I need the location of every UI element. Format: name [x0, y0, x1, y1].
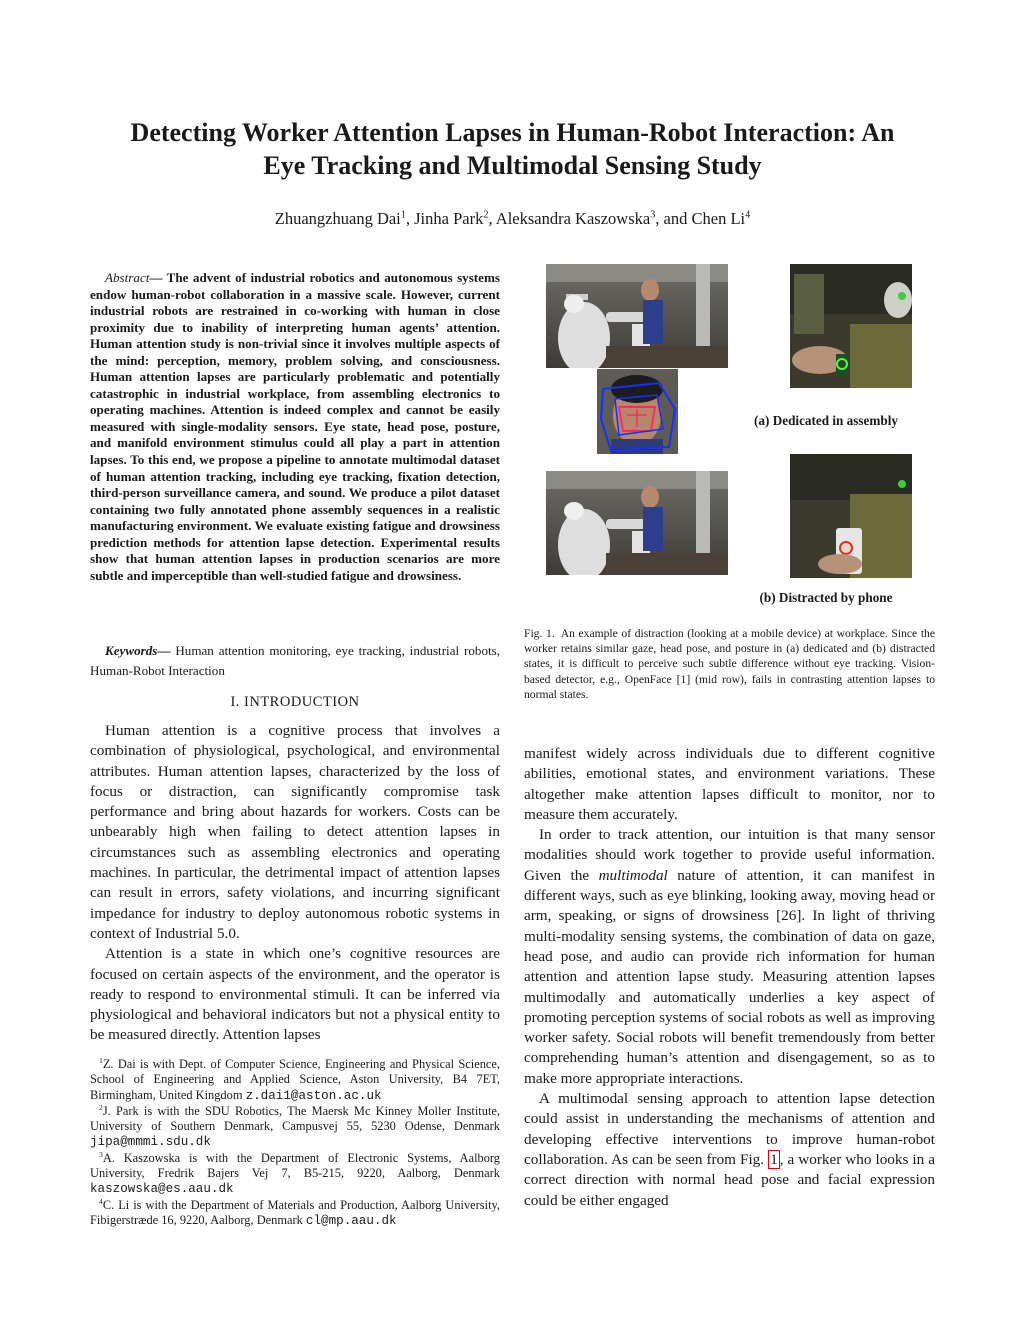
paragraph-text: A multimodal sensing approach to attention lapse detection could assist in understanding the mechanisms of attention and developing effective interventions to improve human-robot collaboration. As can be seen from Fig.: [524, 1090, 935, 1168]
paragraph-text: , a worker who looks in a correct direction with normal head pose and facial expression could be either engaged: [524, 1150, 935, 1209]
figure-photo-b-egocentric: [790, 454, 912, 578]
paragraph: [524, 1089, 935, 1211]
author-mark: 4: [745, 209, 751, 221]
arxiv-identifier: [14, 345, 60, 945]
author-list: [90, 209, 935, 229]
emphasis: multimodal: [598, 866, 668, 884]
author-name: Jinha Park: [414, 209, 484, 228]
paper-title-line1: Detecting Worker Attention Lapses in Human-Robot Interaction: An: [130, 118, 895, 147]
introduction-body: [90, 721, 500, 1046]
section-heading-introduction: I. INTRODUCTION: [230, 694, 360, 710]
author-mark: 2: [483, 209, 489, 221]
keywords: [90, 641, 500, 680]
paragraph: Human attention is a cognitive process that involves a combination of physiological, psychological, and environmental attributes. Human attention lapses, characterized by the loss of focus or distraction, can significantly compromise task performance and bring about hazards for workers. Costs can be unbearably high when failing to detect attention lapses in circumstances such as assembling electronics and operating machines. In particular, the detrimental impact of attention lapses can result in errors, safety violations, and incurring significant impedance for industry to deploy autonomous robotic systems in context of Industrial 5.0.: [90, 722, 500, 942]
subfigure-caption-a: (a) Dedicated in assembly: [754, 413, 898, 428]
figure-photo-a-egocentric: [790, 264, 912, 388]
figure-caption: [524, 626, 935, 702]
author-name: Zhuangzhuang Dai: [274, 209, 401, 228]
paper-title-line2: Eye Tracking and Multimodal Sensing Study: [263, 151, 762, 180]
figure-label: Fig. 1.: [524, 627, 555, 640]
footnote-mark: 2: [99, 1102, 103, 1112]
keywords-label: Keywords: [105, 643, 158, 658]
footnote-email: kaszowska@es.aau.dk: [90, 1182, 234, 1197]
footnote: [90, 1151, 500, 1198]
figure-photo-a-third-person: [546, 264, 728, 368]
footnote-email: jipa@mmmi.sdu.dk: [90, 1135, 211, 1150]
footnote: [90, 1198, 500, 1230]
figure-photo-openface: [597, 369, 678, 454]
paragraph-text: In order to track attention, our intuition is that many sensor modalities should work together to provide useful information. Given the: [524, 826, 935, 884]
footnote-mark: 4: [99, 1196, 103, 1206]
footnote-text: Z. Dai is with Dept. of Computer Science, Engineering and Physical Science, School of Engineering and Applied Science, Aston University, B4 7ET, Birmingham, United Kingdom: [90, 1057, 500, 1102]
paragraph-text: nature of attention, it can manifest in different ways, such as eye blinking, looking away, moving head or arm, speaking, or signs of drowsiness [26]. In light of thriving multi-modality sensing systems, the combination of data on gaze, head pose, and audio can provide rich information for human attention and attention lapse study. Measuring attention lapses multimodally and automatically underlies a key aspect of promoting perception systems of social robots as well as improving worker safety. Social robots will benefit tremendously from better comprehending human’s attention and disengagement, so as to make more appropriate interactions.: [524, 866, 936, 1087]
footnote-text: J. Park is with the SDU Robotics, The Maersk Mc Kinney Moller Institute, University of Southern Denmark, Campusvej 55, 5230 Odense, Denmark: [90, 1103, 500, 1134]
abstract-dash: —: [149, 270, 167, 285]
footnote-mark: 1: [99, 1055, 103, 1065]
paragraph: Attention is a state in which one’s cognitive resources are focused on certain aspects of the environment, and the operator is ready to respond to environmental stimuli. It can be inferred via physiological and behavioral indicators but not a physical entity to be measured directly. Attention lapses: [90, 945, 500, 1044]
author-name: Chen Li: [691, 209, 746, 228]
author-mark: 3: [650, 209, 656, 221]
paragraph: [524, 825, 935, 1089]
footnote-mark: 3: [99, 1149, 103, 1159]
footnote-text: C. Li is with the Department of Materials and Production, Aalborg University, Fibigerstræde 16, 9220, Aalborg, Denmark: [90, 1197, 500, 1227]
footnote-email: z.dai1@aston.ac.uk: [245, 1088, 382, 1103]
figure-photo-b-third-person: [546, 471, 728, 575]
figure-caption-text: An example of distraction (looking at a mobile device) at workplace. Since the worker retains similar gaze, head pose, and posture in (a) dedicated and (b) distracted states, it is difficult to perceive such subtle difference without eye tracking. Vision-based detector, e.g., OpenFace [1] (mid row), fails in contrasting attention lapses to normal states.: [524, 627, 935, 701]
figure-reference-link[interactable]: 1: [770, 1150, 778, 1168]
author-name: Aleksandra Kaszowska: [495, 209, 651, 228]
footnote-email: cl@mp.aau.dk: [305, 1213, 397, 1228]
abstract: [90, 270, 500, 584]
footnote: [90, 1057, 500, 1104]
paper-title: [90, 116, 935, 182]
paragraph: manifest widely across individuals due to different cognitive abilities, emotional states, and environment variations. These altogether make attention lapses difficult to monitor, nor to measure them accurately.: [524, 745, 935, 823]
author-separator: , and: [655, 209, 692, 228]
footnote: [90, 1104, 500, 1151]
author-separator: ,: [405, 209, 415, 228]
keywords-dash: —: [157, 643, 176, 658]
author-separator: ,: [488, 209, 496, 228]
subfigure-caption-b: (b) Distracted by phone: [759, 590, 893, 605]
footnote-text: A. Kaszowska is with the Department of Electronic Systems, Aalborg University, Fredrik Bajers Vej 7, B5-215, 9220, Aalborg, Denmark: [90, 1150, 500, 1181]
footnotes: [90, 1057, 500, 1229]
author-mark: 1: [400, 209, 406, 221]
keywords-text: Human attention monitoring, eye tracking, industrial robots, Human-Robot Interaction: [90, 643, 500, 678]
abstract-label: Abstract: [105, 270, 150, 285]
right-column-body: [524, 744, 935, 1211]
abstract-text: The advent of industrial robotics and autonomous systems endow human-robot collaboration in a massive scale. However, current industrial robots are restrained in co-working with human in close proximity due to inability of interpreting human agents’ attention. Human attention study is non-trivial since it involves multiple aspects of the mind: perception, memory, problem solving, and consciousness. Human attention lapses are particularly problematic and potentially catastrophic in industrial workplace, from assembling electronics to operating machines. Attention is indeed complex and cannot be easily measured with single-modality sensors. Eye state, head pose, posture, and manifold environment stimulus could all play a part in attention lapses. To this end, we propose a pipeline to annotate multimodal dataset of human attention tracking, including eye tracking, fixation detection, third-person surveillance camera, and sound. We produce a pilot dataset containing two fully annotated phone assembly sequences in a realistic manufacturing environment. We evaluate existing fatigue and drowsiness prediction methods for attention lapse detection. Experimental results show that human attention lapses in production scenarios are more subtle and imperceptible than well-studied fatigue and drowsiness.: [90, 270, 500, 583]
